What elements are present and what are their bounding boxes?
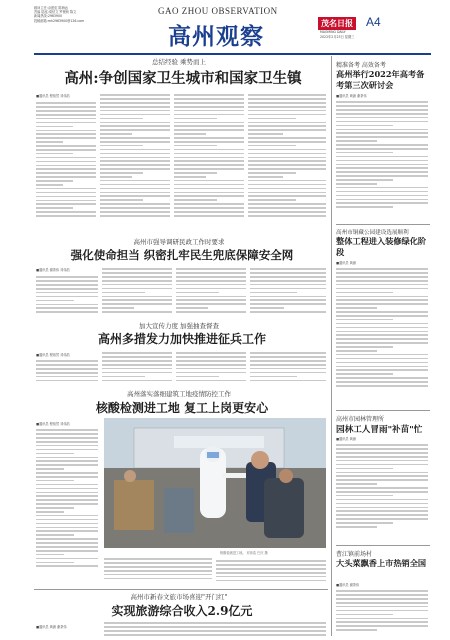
right3-kicker: 高州市园林管理所 (336, 416, 385, 423)
story1-column (36, 100, 96, 233)
story4-photo (104, 418, 326, 548)
right1-headline: 高州举行2022年高考备考第三次研讨会 (336, 69, 425, 90)
story1-kicker: 总结经验 乘势而上 (151, 58, 207, 66)
story5-kicker: 高州市新春文旅市场喜迎"开门红" (130, 593, 228, 601)
story3-byline: ■通讯员 程裕然 邓伟浩 (36, 353, 70, 357)
story5-column (104, 620, 326, 638)
paper-logo: 茂名日报 (318, 17, 356, 30)
story2-kicker: 高州市强导调研民政工作时要求 (133, 238, 225, 246)
story4-byline: ■通讯员 程裕然 邓伟浩 (36, 422, 70, 426)
story5-headline: 实现旅游综合收入2.9亿元 (111, 604, 253, 618)
page-number: A4 (366, 15, 381, 29)
story1-headline: 高州:争创国家卫生城市和国家卫生镇 (64, 70, 302, 87)
right1-column (336, 99, 428, 222)
story3-headline: 高州多措发力加快推进征兵工作 (97, 332, 266, 346)
story2-column (36, 274, 98, 317)
story4-photo-caption: 核酸检测进工地。 邓伟浩 巴庆 摄 (220, 551, 268, 555)
contact-line: 投稿邮箱:mh2963900@126.com (34, 18, 85, 23)
issue-date: 2022年2月23日 星期三 (320, 35, 355, 39)
masthead-title: 高州观察 (168, 23, 264, 50)
story4-column (216, 558, 326, 586)
story2-byline: ■通讯员 谢茶伟 邓伟浩 (36, 268, 70, 272)
right1-kicker: 精准备考 高效备考 (336, 62, 386, 69)
right-rule (336, 410, 430, 411)
right2-kicker: 高州市铜藏公园建设选展顺利 (336, 230, 409, 236)
story1-column (100, 92, 170, 233)
paper-en-name: MAOMING DAILY (320, 30, 346, 34)
right4-byline: ■通讯员 谢茶伟 (336, 583, 360, 587)
contact-line: 顾问主任:余建虹 陈海远 (34, 6, 68, 10)
right2-column (336, 266, 428, 406)
right-rule (336, 224, 430, 225)
contact-line: 责编 陆泓:梁钻文 罗俊尚 陈文 (34, 10, 77, 15)
story3-column (102, 350, 172, 385)
story3-column (36, 358, 98, 385)
story2-headline: 强化使命担当 织密扎牢民生兜底保障安全网 (70, 248, 294, 262)
right4-column (336, 588, 428, 636)
story5-rule (34, 589, 328, 590)
masthead-en-title: GAO ZHOU OBSERVATION (158, 6, 278, 16)
story3-column (250, 350, 326, 385)
story1-column (248, 92, 326, 233)
story2-column (102, 266, 172, 317)
right-rule (336, 545, 430, 546)
testing-scene (104, 418, 326, 548)
masthead-rule (34, 53, 431, 55)
story4-column (36, 427, 98, 587)
right3-byline: ■通讯员 黄浦 (336, 437, 356, 441)
contact-line: 新闻热线:2963900 (34, 14, 63, 19)
right3-headline: 园林工人冒雨"补苗"忙 (336, 425, 423, 435)
right4-kicker: 曹江镇前场村 (336, 551, 373, 558)
right2-byline: ■通讯员 黄浦 (336, 261, 356, 265)
right2-headline: 整体工程进入装修绿化阶段 (336, 236, 427, 257)
story4-column (104, 556, 212, 586)
story5-byline: ■通讯员 黄浦 谢茶伟 (36, 625, 67, 629)
right4-headline: 大头菜飘香上市热销全国 (336, 558, 427, 568)
story3-column (176, 350, 246, 385)
masthead-contacts (34, 6, 154, 23)
story2-column (176, 266, 246, 317)
right3-column (336, 442, 428, 542)
right1-byline: ■通讯员 黄浦 谢茶伟 (336, 94, 367, 98)
story4-headline: 核酸检测进工地 复工上岗更安心 (95, 401, 269, 415)
story3-kicker: 加大宣传力度 加强抽查督查 (138, 322, 220, 330)
story1-column (174, 92, 244, 233)
story1-byline: ■通讯员 程裕然 邓伟浩 (36, 94, 70, 98)
column-divider (331, 56, 332, 636)
story2-column (250, 266, 326, 317)
story4-kicker: 高州落实落细建筑工地疫情防控工作 (127, 390, 231, 398)
